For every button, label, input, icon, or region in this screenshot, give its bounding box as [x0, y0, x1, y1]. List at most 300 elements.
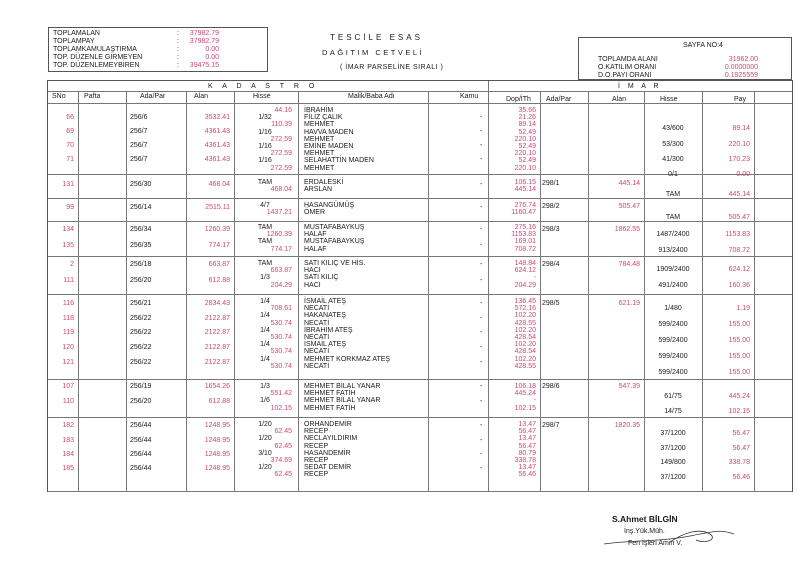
dop-line: 275.16	[514, 224, 536, 231]
dop-line: 102.20	[514, 341, 536, 349]
imar-alan-cell: 1820.35	[614, 422, 640, 429]
sno-cell: 66	[66, 114, 74, 121]
hisse-line: 530.74	[270, 319, 292, 327]
alan-cell: 3532.41	[204, 114, 230, 121]
malik-line: FİLİZ ÇALIK	[304, 114, 343, 122]
imar-adapar-cell: 298/1	[542, 180, 560, 187]
malik-line: MEHMET BİLAL YANAR	[304, 383, 381, 390]
summary-box	[48, 27, 268, 72]
malik-line: MEHMET	[304, 150, 335, 158]
malik-line: NECATİ	[304, 305, 330, 313]
imar-pay-cell: 0.00	[736, 171, 750, 178]
imar-hisse-cell: 37/1200	[660, 474, 686, 481]
col-header-imar-pay: Pay	[734, 96, 747, 103]
signature-mark	[600, 522, 740, 550]
sno-cell: 71	[66, 156, 74, 163]
alan-cell: 612.88	[208, 277, 230, 284]
sno-cell: 182	[62, 422, 74, 429]
alan-cell: 1248.95	[204, 437, 230, 444]
sno-cell: 69	[66, 128, 74, 135]
col-header-pafta: Pafta	[84, 93, 101, 100]
kamu-cell: -	[480, 181, 483, 188]
hisse-line: 708.61	[270, 305, 292, 313]
hisse-line: 530.74	[270, 334, 292, 341]
col-header-imar-hisse: Hisse	[660, 96, 678, 103]
malik-line: MUSTAFABAYKUŞ	[304, 224, 365, 231]
kamu-cell: -	[480, 300, 483, 307]
summary-value: 37982.79	[189, 38, 219, 45]
kamu-cell: -	[480, 437, 483, 444]
imar-alan-cell: 547.39	[618, 383, 640, 390]
hisse-line: 468.04	[270, 186, 292, 194]
hisse-line: 1/16	[258, 143, 272, 150]
group-rule	[48, 198, 792, 199]
imar-hisse-cell: 1/480	[664, 305, 682, 312]
kamu-cell: -	[480, 344, 483, 351]
malik-line: MEHMET FATİH	[304, 390, 356, 398]
malik-line: MEHMET	[304, 164, 335, 172]
hisse-line: 110.39	[271, 121, 292, 129]
malik-line: MEHMET KORKMAZ ATEŞ	[304, 355, 391, 363]
hisse-line: 102.15	[270, 404, 292, 412]
summary-value: 0.00	[205, 46, 219, 53]
col-header-imar-alan: Alan	[612, 96, 627, 103]
malik-line: EMİNE MADEN	[304, 143, 354, 150]
alan-cell: 2834.43	[204, 300, 230, 307]
dop-line: 21.26	[518, 114, 536, 122]
dop-line: 428.55	[514, 362, 536, 370]
imar-hisse-cell: 41/300	[662, 156, 684, 163]
hisse-line: 204.29	[270, 281, 292, 289]
sno-cell: 121	[62, 359, 74, 366]
hisse-line: 551.42	[270, 390, 292, 398]
malik-line: ERDALESKİ	[304, 179, 344, 186]
adapar-cell: 256/35	[130, 242, 152, 249]
summary-colon: :	[177, 38, 179, 45]
hisse-line: 1437.21	[266, 209, 292, 217]
summary-colon: :	[177, 30, 179, 37]
column-rule	[234, 91, 235, 491]
imar-pay-cell: 1153.83	[725, 231, 750, 238]
dop-line: 708.72	[514, 245, 536, 253]
imar-alan-cell: 621.19	[618, 300, 640, 307]
dop-line: 136.45	[514, 298, 536, 305]
sno-cell: 111	[63, 277, 74, 284]
adapar-cell: 256/44	[130, 465, 152, 472]
adapar-cell: 256/19	[130, 383, 152, 390]
kamu-cell: -	[480, 242, 483, 249]
imar-alan-cell: 505.47	[618, 203, 640, 210]
adapar-cell: 256/34	[130, 226, 152, 233]
hisse-line: 1/4	[260, 326, 270, 334]
dop-line: 102.15	[514, 404, 536, 412]
right-header-label: D.O.PAYI ORANI	[598, 72, 652, 79]
alan-cell: 2122.87	[204, 329, 230, 336]
imar-pay-cell: 1.19	[736, 305, 750, 312]
malik-line: NECLAYILDIRIM	[304, 435, 358, 443]
alan-cell: 1248.95	[204, 465, 230, 472]
hisse-line: 3/10	[258, 449, 272, 457]
dop-line: 56.46	[518, 471, 536, 479]
dop-line: 428.54	[514, 334, 536, 341]
column-rule	[488, 91, 489, 491]
imar-pay-cell: 89.14	[732, 125, 750, 132]
kamu-cell: -	[480, 142, 483, 149]
hisse-line: 1260.39	[266, 231, 292, 239]
header-rule	[48, 91, 792, 92]
hisse-line: 1/4	[260, 355, 270, 363]
col-header-imar-adapar: Ada/Par	[546, 96, 572, 103]
distribution-table	[47, 80, 793, 492]
group-rule	[48, 294, 792, 295]
kamu-cell: -	[480, 398, 483, 405]
hisse-line: 272.59	[270, 164, 292, 172]
imar-pay-cell: 220.10	[728, 141, 750, 148]
column-rule	[644, 91, 645, 491]
kamu-cell: -	[480, 329, 483, 336]
hisse-line: 44.16	[274, 107, 292, 114]
dop-line: 13.47	[518, 464, 536, 472]
adapar-cell: 256/7	[130, 128, 148, 135]
malik-line: NECATİ	[304, 319, 330, 327]
sno-cell: 119	[62, 329, 74, 336]
col-header-adapar: Ada/Par	[140, 93, 166, 100]
hisse-line: 62.45	[274, 428, 292, 436]
sno-cell: 131	[62, 181, 74, 188]
summary-label: TOP. DÜZENLEMEYBİREN	[53, 62, 140, 69]
dop-line: 106.18	[514, 383, 536, 390]
malik-line: HASANGÜMÜŞ	[304, 202, 355, 209]
hisse-line: 1/6	[260, 397, 270, 405]
dop-line: 220.10	[514, 164, 536, 172]
group-header-kadastro: K A D A S T R O	[208, 83, 319, 90]
malik-line: SELAHATTİN MADEN	[304, 157, 374, 165]
hisse-line: TAM	[257, 224, 273, 231]
malik-line: NECATİ	[304, 348, 330, 356]
malik-line: RECEP	[304, 471, 329, 479]
hisse-line: 1/4	[260, 312, 270, 320]
column-rule	[298, 91, 299, 491]
col-header-hisse: Hisse	[253, 93, 271, 100]
col-header-dop: Dop/İTh	[506, 96, 531, 103]
malik-line: SATI KILIÇ	[304, 274, 339, 282]
adapar-cell: 256/44	[130, 422, 152, 429]
malik-line: RECEP	[304, 457, 329, 464]
dop-line: 52.49	[518, 157, 536, 165]
imar-hisse-cell: 599/2400	[658, 369, 688, 376]
right-header-label: TOPLAMDA ALANI	[598, 56, 658, 63]
dop-line: 428.55	[514, 319, 536, 327]
group-divider	[488, 81, 489, 91]
alan-cell: 468.04	[208, 181, 230, 188]
summary-value: 39475.15	[189, 62, 219, 69]
imar-adapar-cell: 298/2	[542, 203, 560, 210]
right-header-label: O.KATILIM ORANI	[598, 64, 657, 71]
document-subtitle: DAĞITIM CETVELİ	[322, 48, 425, 57]
imar-hisse-cell: 149/800	[660, 459, 686, 466]
dop-line: 445.14	[514, 186, 536, 194]
malik-line: NECATİ	[304, 362, 330, 370]
alan-cell: 1260.39	[204, 226, 230, 233]
kamu-cell: -	[480, 128, 483, 135]
kamu-cell: -	[480, 465, 483, 472]
kamu-cell: -	[480, 383, 483, 390]
dop-line: 1160.47	[511, 209, 536, 217]
imar-hisse-cell: 599/2400	[658, 337, 688, 344]
malik-line: RECEP	[304, 428, 329, 436]
sno-cell: 183	[62, 437, 74, 444]
adapar-cell: 256/18	[130, 261, 152, 268]
summary-label: TOP. DÜZENLE GİRMEYEN	[53, 54, 143, 61]
alan-cell: 4361.43	[204, 142, 230, 149]
malik-line: HAKANATEŞ	[304, 312, 346, 320]
imar-hisse-cell: 599/2400	[658, 321, 688, 328]
column-rule	[702, 91, 703, 491]
imar-hisse-cell: 491/2400	[658, 282, 688, 289]
imar-pay-cell: 170.23	[728, 156, 750, 163]
imar-pay-cell: 505.47	[728, 214, 750, 221]
header-rule	[48, 103, 792, 104]
column-rule	[78, 91, 79, 491]
imar-pay-cell: 155.00	[728, 321, 750, 328]
malik-line: MEHMET	[304, 121, 335, 129]
summary-value: 37982.79	[189, 30, 219, 37]
malik-line: ORHANDEMİR	[304, 421, 352, 428]
imar-alan-cell: 445.14	[618, 180, 640, 187]
dop-line: 106.15	[514, 179, 536, 186]
hisse-line: 1/16	[258, 157, 272, 165]
column-rule	[540, 91, 541, 491]
dop-line: 1153.83	[511, 231, 536, 239]
col-header-malik: Malik/Baba Adı	[348, 93, 395, 100]
malik-line: MEHMET	[304, 135, 335, 143]
kamu-cell: -	[480, 422, 483, 429]
imar-alan-cell: 1862.55	[614, 226, 640, 233]
imar-adapar-cell: 298/5	[542, 300, 560, 307]
summary-label: TOPLAMPAY	[53, 38, 95, 45]
malik-line: HALAF	[304, 231, 327, 239]
hisse-line: 1/20	[258, 421, 272, 428]
alan-cell: 612.88	[208, 398, 230, 405]
adapar-cell: 256/20	[130, 398, 152, 405]
sno-cell: 116	[62, 300, 74, 307]
imar-hisse-cell: TAM	[665, 191, 681, 198]
hisse-line: 1/20	[258, 435, 272, 443]
hisse-line: 1/16	[258, 128, 272, 136]
column-rule	[428, 91, 429, 491]
malik-line: İSMAİL ATEŞ	[304, 298, 347, 305]
column-rule	[186, 91, 187, 491]
dop-line: 220.10	[514, 135, 536, 143]
sno-cell: 70	[66, 142, 74, 149]
col-header-sno: SNo	[52, 93, 66, 100]
dop-line: 56.47	[518, 442, 536, 450]
hisse-line: 663.87	[270, 267, 292, 275]
malik-line: SATI KILIÇ VE HİS.	[304, 260, 366, 267]
imar-hisse-cell: TAM	[665, 214, 681, 221]
group-rule	[48, 256, 792, 257]
adapar-cell: 256/22	[130, 315, 152, 322]
alan-cell: 4361.43	[204, 156, 230, 163]
dop-line: 13.47	[518, 421, 536, 428]
adapar-cell: 256/22	[130, 359, 152, 366]
group-header-imar: İ M A R	[618, 83, 662, 90]
kamu-cell: -	[480, 315, 483, 322]
imar-pay-cell: 155.00	[728, 337, 750, 344]
right-header-value: 0.1925559	[724, 72, 758, 79]
imar-hisse-cell: 53/300	[662, 141, 684, 148]
hisse-line: 272.59	[270, 135, 292, 143]
sno-cell: 135	[62, 242, 74, 249]
malik-line: RECEP	[304, 442, 329, 450]
imar-pay-cell: 624.12	[728, 266, 750, 273]
dop-line: 52.49	[518, 128, 536, 136]
imar-hisse-cell: 0/1	[668, 171, 678, 178]
imar-pay-cell: 445.24	[728, 393, 750, 400]
malik-line: NECATİ	[304, 334, 330, 341]
imar-hisse-cell: 43/600	[662, 125, 684, 132]
imar-pay-cell: 56.47	[732, 430, 750, 437]
adapar-cell: 256/14	[130, 204, 152, 211]
alan-cell: 1248.95	[204, 451, 230, 458]
imar-pay-cell: 56.47	[732, 445, 750, 452]
kamu-cell: -	[480, 451, 483, 458]
hisse-line: 374.69	[270, 457, 292, 464]
adapar-cell: 256/20	[130, 277, 152, 284]
dop-line: 102.20	[514, 312, 536, 320]
kamu-cell: -	[480, 359, 483, 366]
dop-line: 624.12	[514, 267, 536, 275]
dop-line: 35.66	[518, 107, 536, 114]
signatory-name: S.Ahmet BİLGİN	[612, 514, 678, 524]
sno-cell: 184	[62, 451, 74, 458]
hisse-line: TAM	[257, 238, 273, 246]
column-rule	[754, 91, 755, 491]
hisse-line: 1/20	[258, 464, 272, 472]
hisse-line: 774.17	[270, 245, 292, 253]
imar-pay-cell: 445.14	[728, 191, 750, 198]
hisse-line: 62.45	[274, 471, 292, 479]
sno-cell: 185	[62, 465, 74, 472]
dop-line: 204.29	[514, 281, 536, 289]
alan-cell: 1248.95	[204, 422, 230, 429]
imar-hisse-cell: 61/75	[664, 393, 682, 400]
group-rule	[48, 491, 792, 492]
malik-line: HACI	[304, 281, 321, 289]
dop-line: 445.24	[514, 390, 536, 398]
imar-pay-cell: 160.36	[728, 282, 750, 289]
malik-line: HACI	[304, 267, 321, 275]
dop-line: 102.20	[514, 355, 536, 363]
sno-cell: 120	[62, 344, 74, 351]
kamu-cell: -	[480, 204, 483, 211]
imar-hisse-cell: 913/2400	[658, 247, 688, 254]
malik-line: İBRAHİM	[304, 107, 334, 114]
page-number: SAYFA NO:4	[683, 42, 723, 49]
imar-pay-cell: 56.46	[732, 474, 750, 481]
hisse-line: TAM	[257, 179, 273, 186]
col-header-alan: Alan	[194, 93, 209, 100]
alan-cell: 663.87	[208, 261, 230, 268]
dop-line: -	[533, 397, 536, 405]
hisse-line: 1/32	[258, 114, 272, 122]
imar-hisse-cell: 1909/2400	[656, 266, 690, 273]
alan-cell: 4361.43	[204, 128, 230, 135]
malik-line: MEHMET FATİH	[304, 404, 356, 412]
adapar-cell: 256/44	[130, 451, 152, 458]
group-rule	[48, 417, 792, 418]
document-title: TESCİLE ESAS	[330, 33, 423, 42]
imar-pay-cell: 102.15	[728, 408, 750, 415]
imar-adapar-cell: 298/7	[542, 422, 560, 429]
imar-hisse-cell: 14/75	[664, 408, 682, 415]
hisse-line: TAM	[257, 260, 273, 267]
imar-alan-cell: 784.48	[618, 261, 640, 268]
sno-cell: 134	[62, 226, 74, 233]
hisse-line: 530.74	[270, 348, 292, 356]
column-rule	[588, 91, 589, 491]
hisse-line: 62.45	[274, 442, 292, 450]
imar-pay-cell: 338.78	[728, 459, 750, 466]
imar-adapar-cell: 298/3	[542, 226, 560, 233]
dop-line: 80.79	[518, 449, 536, 457]
kamu-cell: -	[480, 261, 483, 268]
alan-cell: 2122.87	[204, 359, 230, 366]
dop-line: 428.54	[514, 348, 536, 356]
col-header-kamu: Kamu	[460, 93, 479, 100]
malik-line: ARSLAN	[304, 186, 333, 194]
alan-cell: 2515.11	[205, 204, 230, 211]
signatory-office: Fen İşleri Amiri V.	[628, 540, 683, 547]
adapar-cell: 256/7	[130, 142, 148, 149]
dop-line: 89.14	[518, 121, 536, 129]
dop-line: 13.47	[518, 435, 536, 443]
malik-line: SEDAT DEMİR	[304, 464, 352, 472]
malik-line: HALAF	[304, 245, 327, 253]
adapar-cell: 256/22	[130, 344, 152, 351]
dop-line: 169.01	[514, 238, 536, 246]
adapar-cell: 256/6	[130, 114, 148, 121]
malik-line: İBRAHİM ATEŞ	[304, 326, 353, 334]
sno-cell: 99	[66, 204, 74, 211]
dop-line: 56.47	[518, 428, 536, 436]
malik-line: HAVVA MADEN	[304, 128, 354, 136]
sno-cell: 118	[62, 315, 74, 322]
alan-cell: 774.17	[208, 242, 230, 249]
signatory-title: İnş.Yük.Müh.	[624, 528, 665, 535]
imar-adapar-cell: 298/6	[542, 383, 560, 390]
dop-line: 220.10	[514, 150, 536, 158]
sno-cell: 107	[62, 383, 74, 390]
imar-pay-cell: 155.00	[728, 353, 750, 360]
dop-line: 572.16	[514, 305, 536, 313]
imar-adapar-cell: 298/4	[542, 261, 560, 268]
alan-cell: 2122.87	[204, 315, 230, 322]
summary-colon: :	[177, 62, 179, 69]
imar-hisse-cell: 37/1200	[660, 445, 686, 452]
column-rule	[126, 91, 127, 491]
group-rule	[48, 379, 792, 380]
dop-line: 338.78	[514, 457, 536, 464]
sno-cell: 2	[70, 261, 74, 268]
malik-line: MEHMET BİLAL YANAR	[304, 397, 381, 405]
alan-cell: 2122.87	[204, 344, 230, 351]
dop-line: 276.74	[514, 202, 536, 209]
summary-colon: :	[177, 54, 179, 61]
alan-cell: 1654.26	[204, 383, 230, 390]
summary-label: TOPLAMALAN	[53, 30, 100, 37]
right-header-value: 31962.00	[728, 56, 758, 63]
